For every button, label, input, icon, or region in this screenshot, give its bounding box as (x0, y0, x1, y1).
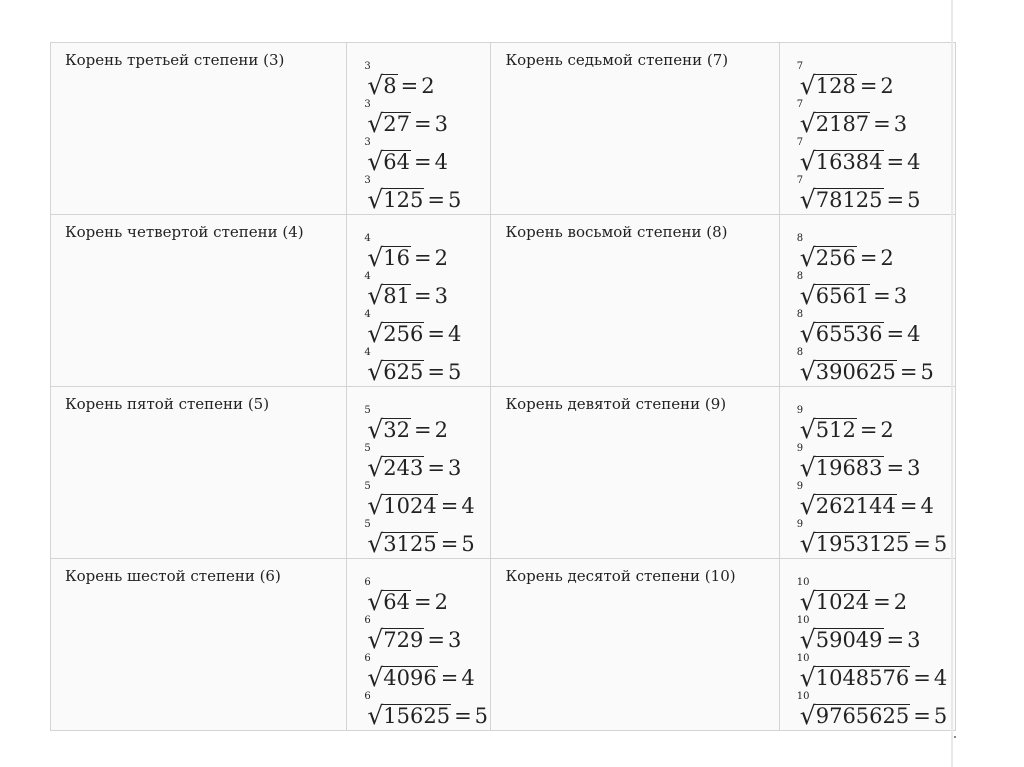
root-expression (796, 615, 884, 654)
root-examples-cell (347, 43, 491, 215)
root-equation (364, 575, 490, 616)
root-equation (796, 441, 955, 482)
root-equation (796, 613, 955, 654)
radicand: 27 (383, 112, 410, 136)
root-equation (364, 97, 490, 138)
radicand: 16384 (815, 150, 883, 174)
radical-sign-icon: √ (799, 357, 816, 386)
root-index: 10 (796, 653, 810, 664)
root-result: 4 (933, 666, 948, 690)
radicand: 15625 (383, 704, 451, 728)
root-result: 5 (447, 188, 462, 212)
root-result: 4 (461, 494, 475, 518)
radical-sign-icon: √ (367, 625, 384, 654)
radicand: 32 (383, 418, 410, 442)
root-result: 4 (907, 150, 921, 174)
root-result: 4 (434, 150, 448, 174)
root-index: 4 (364, 271, 371, 282)
radical-sign-icon: √ (799, 491, 816, 520)
root-name-cell (491, 215, 779, 387)
roots-table-body (51, 43, 956, 731)
root-equation (364, 345, 490, 386)
radical-sign-icon: √ (367, 529, 384, 558)
examples-list (780, 559, 955, 730)
root-equation (364, 613, 490, 654)
examples-list (347, 43, 490, 214)
equals-sign: = (873, 590, 891, 614)
root-degree-name: Корень третьей степени (3) (65, 51, 285, 69)
root-equation (364, 59, 490, 100)
root-expression (796, 691, 910, 730)
equals-sign: = (886, 628, 905, 652)
radical-sign-icon: √ (367, 281, 384, 310)
radicand: 6561 (815, 284, 870, 308)
root-expression (364, 443, 424, 482)
root-equation (796, 97, 955, 138)
table-row (51, 215, 956, 387)
equals-sign: = (440, 666, 459, 690)
root-equation (796, 575, 955, 616)
root-equation (796, 269, 955, 310)
radical-sign-icon: √ (799, 185, 816, 214)
root-index: 3 (364, 61, 371, 72)
equals-sign: = (899, 494, 918, 518)
radical-sign-icon: √ (799, 109, 816, 138)
equals-sign: = (413, 418, 432, 442)
root-equation (364, 479, 490, 520)
root-degree-name: Корень четвертой степени (4) (65, 223, 304, 241)
radical-sign-icon: √ (799, 529, 816, 558)
root-expression (364, 233, 411, 272)
root-result: 5 (907, 188, 921, 212)
root-degree-name: Корень восьмой степени (8) (505, 223, 728, 241)
radical-sign-icon: √ (367, 415, 384, 444)
root-index: 7 (796, 137, 804, 148)
root-result: 2 (421, 74, 435, 98)
root-examples-cell (779, 43, 955, 215)
root-degree-name: Корень десятой степени (10) (505, 567, 736, 585)
examples-list (780, 215, 955, 386)
root-expression (364, 99, 411, 138)
examples-list (347, 387, 490, 558)
root-expression (364, 577, 411, 616)
radicand: 81 (383, 284, 410, 308)
equals-sign: = (873, 284, 891, 308)
root-equation (796, 345, 955, 386)
radicand: 1048576 (815, 666, 910, 690)
equals-sign: = (427, 188, 445, 212)
root-expression (364, 137, 411, 176)
root-result: 3 (434, 112, 448, 136)
root-index: 9 (796, 519, 804, 530)
root-index: 7 (796, 175, 804, 186)
equals-sign: = (886, 150, 905, 174)
root-expression (796, 271, 870, 310)
root-index: 4 (364, 233, 371, 244)
root-equation (796, 651, 955, 692)
examples-list (780, 387, 955, 558)
table-row (51, 559, 956, 731)
root-expression (796, 481, 897, 520)
equals-sign: = (440, 532, 459, 556)
radical-sign-icon: √ (799, 625, 816, 654)
root-examples-cell (779, 559, 955, 731)
root-equation (364, 517, 490, 558)
root-index: 10 (796, 691, 810, 702)
root-result: 3 (893, 284, 908, 308)
radical-sign-icon: √ (799, 319, 816, 348)
radical-sign-icon: √ (367, 185, 384, 214)
root-name-cell (491, 559, 779, 731)
root-equation (364, 441, 490, 482)
root-equation (796, 231, 955, 272)
radicand: 1024 (383, 494, 437, 518)
radicand: 125 (383, 188, 424, 212)
root-expression (364, 481, 437, 520)
radicand: 19683 (815, 456, 883, 480)
root-result: 5 (474, 704, 489, 728)
radical-sign-icon: √ (799, 663, 816, 692)
equals-sign: = (413, 246, 432, 270)
root-index: 6 (364, 653, 371, 664)
radicand: 2187 (815, 112, 870, 136)
radicand: 243 (383, 456, 424, 480)
radicand: 128 (815, 74, 856, 98)
radical-sign-icon: √ (799, 281, 816, 310)
root-result: 2 (434, 590, 448, 614)
equals-sign: = (859, 418, 878, 442)
examples-list (347, 215, 490, 386)
examples-list (780, 43, 955, 214)
root-equation (796, 307, 955, 348)
root-index: 5 (364, 481, 371, 492)
radical-sign-icon: √ (367, 243, 384, 272)
root-index: 4 (364, 309, 371, 320)
root-degree-name: Корень седьмой степени (7) (505, 51, 729, 69)
root-examples-cell (347, 387, 491, 559)
radicand: 512 (815, 418, 856, 442)
equals-sign: = (413, 590, 432, 614)
root-examples-cell (779, 215, 955, 387)
radicand: 9765625 (815, 704, 910, 728)
equals-sign: = (913, 532, 931, 556)
equals-sign: = (427, 322, 445, 346)
radicand: 16 (383, 246, 410, 270)
root-index: 3 (364, 137, 371, 148)
root-result: 3 (447, 456, 462, 480)
root-expression (364, 61, 397, 100)
root-name-cell (491, 387, 779, 559)
root-expression (364, 615, 424, 654)
root-index: 10 (796, 577, 810, 588)
equals-sign: = (400, 74, 419, 98)
root-expression (364, 519, 437, 558)
root-index: 4 (364, 347, 371, 358)
root-expression (796, 405, 857, 444)
equals-sign: = (913, 666, 931, 690)
equals-sign: = (913, 704, 931, 728)
radical-sign-icon: √ (367, 71, 384, 100)
root-expression (796, 443, 884, 482)
root-result: 5 (933, 532, 948, 556)
radicand: 1953125 (815, 532, 910, 556)
radicand: 3125 (383, 532, 437, 556)
radical-sign-icon: √ (367, 663, 384, 692)
root-name-cell (51, 43, 347, 215)
radicand: 256 (383, 322, 424, 346)
radical-sign-icon: √ (799, 147, 816, 176)
root-expression (364, 309, 424, 348)
root-index: 10 (796, 615, 810, 626)
root-result: 4 (447, 322, 462, 346)
equals-sign: = (413, 150, 432, 174)
root-expression (796, 99, 870, 138)
root-index: 3 (364, 175, 371, 186)
root-result: 5 (933, 704, 948, 728)
root-result: 2 (893, 590, 908, 614)
root-expression (364, 347, 424, 386)
root-examples-cell (347, 215, 491, 387)
root-expression (796, 175, 884, 214)
radical-sign-icon: √ (367, 147, 384, 176)
root-expression (796, 653, 910, 692)
root-expression (796, 519, 910, 558)
radicand: 1024 (815, 590, 870, 614)
root-examples-cell (347, 559, 491, 731)
root-index: 9 (796, 443, 804, 454)
root-result: 2 (434, 246, 448, 270)
radical-sign-icon: √ (367, 357, 384, 386)
root-result: 3 (434, 284, 448, 308)
root-result: 2 (434, 418, 448, 442)
root-index: 8 (796, 233, 804, 244)
radicand: 390625 (815, 360, 896, 384)
root-equation (364, 173, 490, 214)
root-degree-name: Корень девятой степени (9) (505, 395, 727, 413)
radical-sign-icon: √ (799, 587, 816, 616)
root-index: 9 (796, 481, 804, 492)
radicand: 729 (383, 628, 424, 652)
root-name-cell (51, 215, 347, 387)
radicand: 59049 (815, 628, 883, 652)
root-name-cell (491, 43, 779, 215)
root-equation (364, 403, 490, 444)
root-result: 3 (907, 628, 921, 652)
root-expression (364, 691, 451, 730)
radicand: 625 (383, 360, 424, 384)
root-index: 6 (364, 577, 371, 588)
root-index: 8 (796, 309, 804, 320)
root-result: 3 (447, 628, 462, 652)
root-equation (796, 517, 955, 558)
root-index: 5 (364, 443, 371, 454)
root-equation (364, 231, 490, 272)
equals-sign: = (886, 456, 905, 480)
radical-sign-icon: √ (367, 491, 384, 520)
radical-sign-icon: √ (799, 701, 816, 730)
radical-sign-icon: √ (367, 453, 384, 482)
root-equation (364, 269, 490, 310)
root-result: 4 (920, 494, 934, 518)
radical-sign-icon: √ (367, 109, 384, 138)
root-equation (364, 307, 490, 348)
root-equation (796, 173, 955, 214)
radical-sign-icon: √ (367, 319, 384, 348)
root-result: 4 (907, 322, 921, 346)
radical-sign-icon: √ (367, 701, 384, 730)
radicand: 8 (383, 74, 397, 98)
root-result: 5 (461, 532, 475, 556)
root-expression (364, 653, 437, 692)
root-expression (796, 309, 884, 348)
root-expression (796, 137, 884, 176)
root-index: 8 (796, 271, 804, 282)
equals-sign: = (873, 112, 891, 136)
equals-sign: = (899, 360, 918, 384)
root-index: 7 (796, 99, 804, 110)
root-examples-cell (779, 387, 955, 559)
slide-edge (951, 0, 953, 767)
equals-sign: = (427, 456, 445, 480)
root-degree-name: Корень пятой степени (5) (65, 395, 270, 413)
root-equation (796, 479, 955, 520)
equals-sign: = (859, 246, 878, 270)
equals-sign: = (886, 322, 905, 346)
radicand: 4096 (383, 666, 437, 690)
radical-sign-icon: √ (799, 415, 816, 444)
examples-list (347, 559, 490, 730)
root-result: 2 (880, 418, 894, 442)
root-index: 7 (796, 61, 804, 72)
root-result: 2 (880, 74, 894, 98)
root-equation (796, 403, 955, 444)
radicand: 256 (815, 246, 856, 270)
radicand: 78125 (815, 188, 883, 212)
equals-sign: = (886, 188, 905, 212)
root-result: 4 (461, 666, 475, 690)
radicand: 64 (383, 590, 410, 614)
equals-sign: = (413, 284, 432, 308)
table-row (51, 387, 956, 559)
root-expression (364, 405, 411, 444)
root-result: 5 (920, 360, 934, 384)
root-expression (796, 233, 857, 272)
equals-sign: = (440, 494, 459, 518)
equals-sign: = (427, 628, 445, 652)
root-expression (796, 347, 897, 386)
root-equation (796, 135, 955, 176)
root-expression (796, 577, 870, 616)
root-degree-name: Корень шестой степени (6) (65, 567, 281, 585)
radicand: 65536 (815, 322, 883, 346)
root-name-cell (51, 387, 347, 559)
root-equation (796, 59, 955, 100)
slide-dot (954, 736, 956, 738)
root-index: 9 (796, 405, 804, 416)
radical-sign-icon: √ (799, 453, 816, 482)
root-expression (364, 271, 411, 310)
equals-sign: = (859, 74, 878, 98)
root-expression (796, 61, 857, 100)
root-result: 5 (447, 360, 462, 384)
root-name-cell (51, 559, 347, 731)
root-index: 6 (364, 615, 371, 626)
root-expression (364, 175, 424, 214)
root-equation (796, 689, 955, 730)
root-result: 3 (893, 112, 908, 136)
root-result: 2 (880, 246, 894, 270)
radicand: 64 (383, 150, 410, 174)
roots-table (50, 42, 956, 731)
root-equation (364, 135, 490, 176)
root-equation (364, 651, 490, 692)
radical-sign-icon: √ (799, 71, 816, 100)
root-index: 6 (364, 691, 371, 702)
equals-sign: = (454, 704, 472, 728)
table-row (51, 43, 956, 215)
root-index: 8 (796, 347, 804, 358)
radical-sign-icon: √ (799, 243, 816, 272)
radical-sign-icon: √ (367, 587, 384, 616)
equals-sign: = (413, 112, 432, 136)
root-equation (364, 689, 490, 730)
root-index: 5 (364, 405, 371, 416)
root-index: 5 (364, 519, 371, 530)
equals-sign: = (427, 360, 445, 384)
root-index: 3 (364, 99, 371, 110)
root-result: 3 (907, 456, 921, 480)
radicand: 262144 (815, 494, 896, 518)
